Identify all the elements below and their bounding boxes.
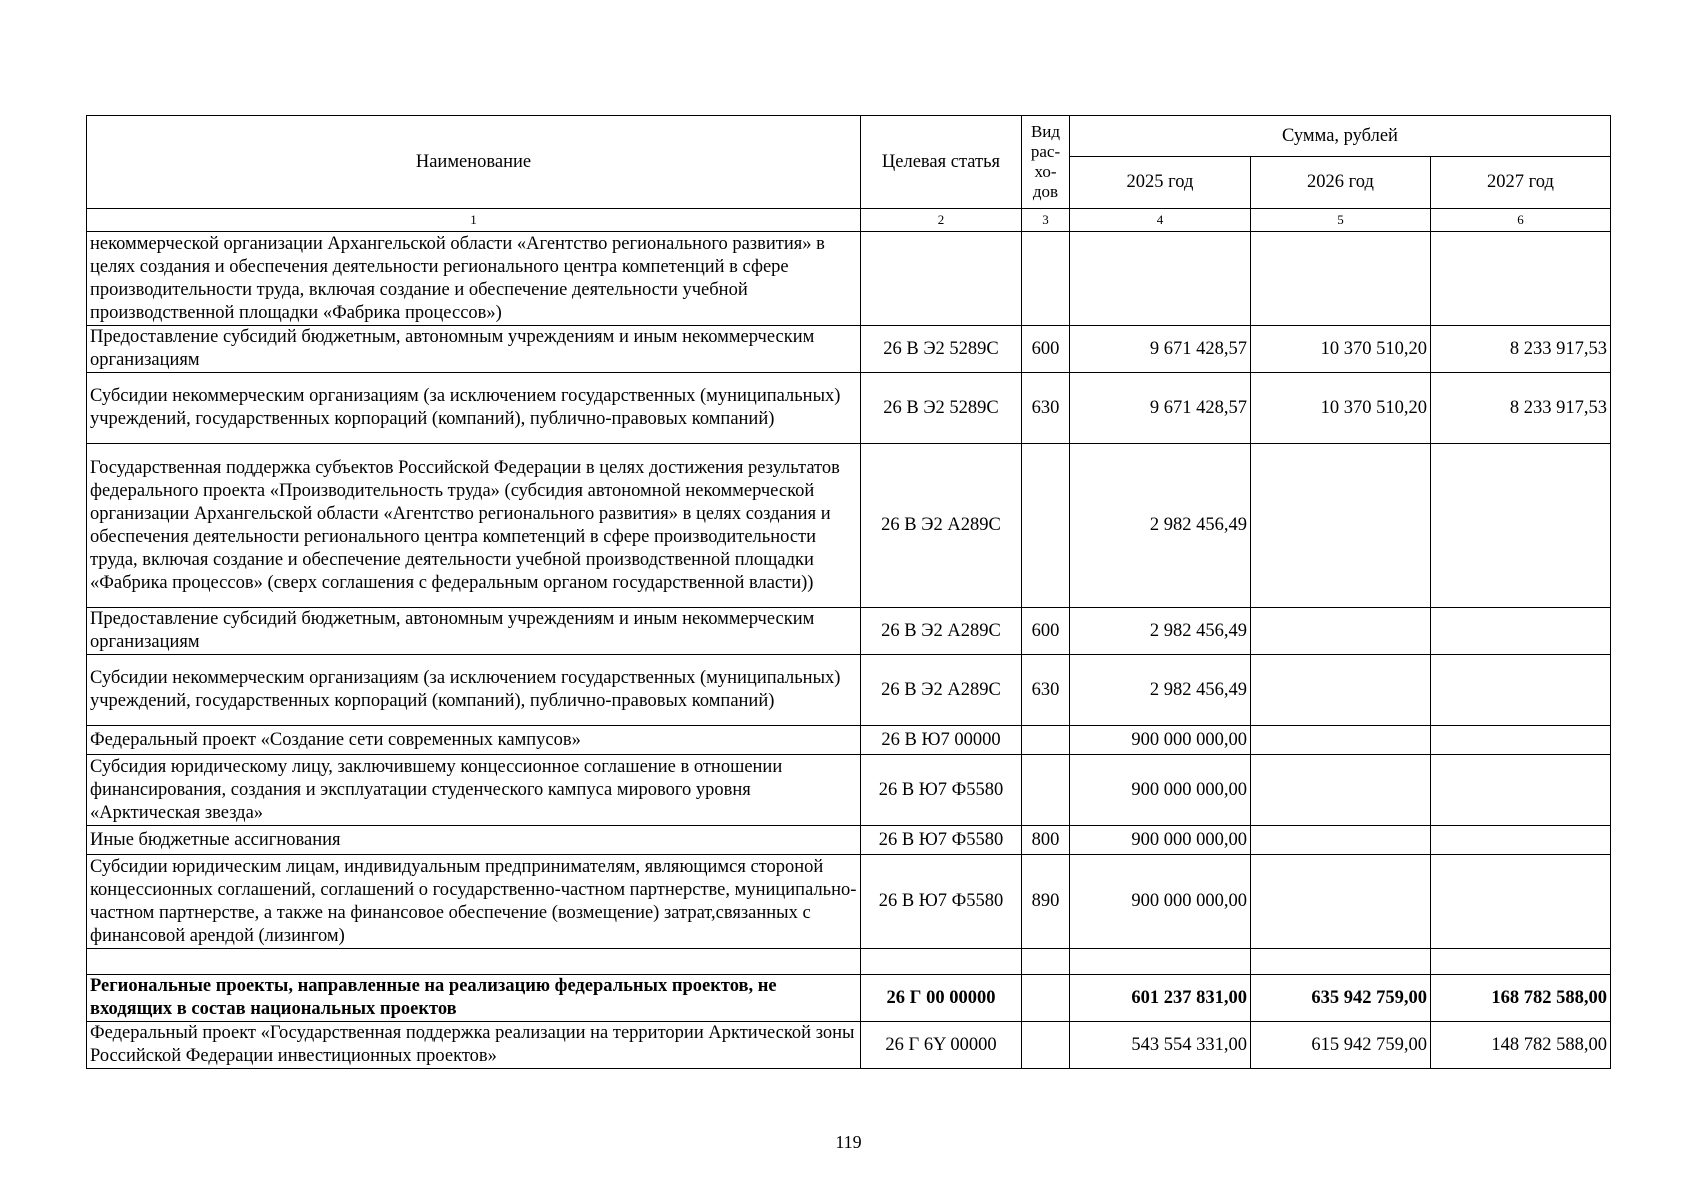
row-target-article <box>861 949 1022 975</box>
header-year-2026: 2026 год <box>1251 157 1431 209</box>
row-expense-type <box>1022 444 1070 608</box>
row-expense-type: 630 <box>1022 655 1070 726</box>
row-name: некоммерческой организации Архангельской области «Агентство регионального развития» в целях создания и обеспечения деятельности регионального центра компетенций в сфере производительности труда, включая создание и обеспечение деятельности учебной производственной площадки «Фабрика процессов») <box>87 232 861 326</box>
row-sum-2026 <box>1251 949 1431 975</box>
row-target-article: 26 В Э2 А289С <box>861 655 1022 726</box>
empty-row <box>87 949 1611 975</box>
row-sum-2027 <box>1431 949 1611 975</box>
row-expense-type <box>1022 1022 1070 1069</box>
row-sum-2026: 615 942 759,00 <box>1251 1022 1431 1069</box>
row-sum-2027: 148 782 588,00 <box>1431 1022 1611 1069</box>
row-expense-type <box>1022 949 1070 975</box>
row-name: Субсидии некоммерческим организациям (за исключением государственных (муниципальных) учреждений, государственных корпораций (компаний), публично-правовых компаний) <box>87 655 861 726</box>
row-sum-2026 <box>1251 444 1431 608</box>
row-sum-2027: 168 782 588,00 <box>1431 975 1611 1022</box>
row-sum-2026 <box>1251 655 1431 726</box>
table-row <box>87 1022 1611 1069</box>
row-sum-2025: 900 000 000,00 <box>1070 855 1251 949</box>
row-sum-2026: 10 370 510,20 <box>1251 373 1431 444</box>
row-name: Предоставление субсидий бюджетным, автономным учреждениям и иным некоммерческим организациям <box>87 326 861 373</box>
row-name <box>87 949 861 975</box>
row-name: Федеральный проект «Создание сети современных кампусов» <box>87 726 861 755</box>
row-sum-2027 <box>1431 608 1611 655</box>
table-row <box>87 855 1611 949</box>
column-number-row <box>87 209 1611 232</box>
row-sum-2025: 601 237 831,00 <box>1070 975 1251 1022</box>
row-name: Субсидии некоммерческим организациям (за исключением государственных (муниципальных) учреждений, государственных корпораций (компаний), публично-правовых компаний) <box>87 373 861 444</box>
row-sum-2025: 900 000 000,00 <box>1070 726 1251 755</box>
column-number: 1 <box>87 209 861 232</box>
row-sum-2025: 900 000 000,00 <box>1070 755 1251 826</box>
header-target-article: Целевая статья <box>861 116 1022 209</box>
row-sum-2025 <box>1070 949 1251 975</box>
table-row <box>87 826 1611 855</box>
row-sum-2025: 900 000 000,00 <box>1070 826 1251 855</box>
page-number: 119 <box>835 1132 862 1152</box>
row-name: Субсидии юридическим лицам, индивидуальным предпринимателям, являющимся стороной концессионных соглашений, соглашений о государственно-частном партнерстве, муниципально-частном партнерстве, а также на финансовое обеспечение (возмещение) затрат,связанных с финансовой арендой (лизингом) <box>87 855 861 949</box>
row-target-article <box>861 232 1022 326</box>
row-name: Федеральный проект «Государственная поддержка реализации на территории Арктической зоны Российской Федерации инвестиционных проектов» <box>87 1022 861 1069</box>
row-target-article: 26 В Э2 А289С <box>861 608 1022 655</box>
row-name: Субсидия юридическому лицу, заключившему концессионное соглашение в отношении финансирования, создания и эксплуатации студенческого кампуса мирового уровня «Арктическая звезда» <box>87 755 861 826</box>
row-sum-2025: 2 982 456,49 <box>1070 444 1251 608</box>
column-number: 6 <box>1431 209 1611 232</box>
row-sum-2027: 8 233 917,53 <box>1431 373 1611 444</box>
table-row <box>87 726 1611 755</box>
row-sum-2026 <box>1251 726 1431 755</box>
row-target-article: 26 В Э2 5289С <box>861 373 1022 444</box>
column-number: 2 <box>861 209 1022 232</box>
header-year-2025: 2025 год <box>1070 157 1251 209</box>
column-number: 5 <box>1251 209 1431 232</box>
row-sum-2027: 8 233 917,53 <box>1431 326 1611 373</box>
header-sum: Сумма, рублей <box>1070 116 1611 157</box>
row-sum-2027 <box>1431 444 1611 608</box>
row-expense-type <box>1022 726 1070 755</box>
row-sum-2025: 9 671 428,57 <box>1070 373 1251 444</box>
row-expense-type <box>1022 755 1070 826</box>
row-expense-type: 800 <box>1022 826 1070 855</box>
row-sum-2026 <box>1251 855 1431 949</box>
row-sum-2026: 635 942 759,00 <box>1251 975 1431 1022</box>
row-target-article: 26 В Ю7 Ф5580 <box>861 855 1022 949</box>
table-row <box>87 373 1611 444</box>
row-sum-2025: 2 982 456,49 <box>1070 608 1251 655</box>
header-year-2027: 2027 год <box>1431 157 1611 209</box>
table-row <box>87 755 1611 826</box>
row-sum-2027 <box>1431 826 1611 855</box>
row-sum-2026: 10 370 510,20 <box>1251 326 1431 373</box>
row-expense-type: 890 <box>1022 855 1070 949</box>
row-target-article: 26 Г 6Y 00000 <box>861 1022 1022 1069</box>
row-target-article: 26 В Э2 А289С <box>861 444 1022 608</box>
header-name: Наименование <box>87 116 861 209</box>
row-name: Государственная поддержка субъектов Российской Федерации в целях достижения результатов федерального проекта «Производительность труда» (субсидия автономной некоммерческой организации Архангельской области «Агентство регионального развития» в целях создания и обеспечения деятельности регионального центра компетенций в сфере производительности труда, включая создание и обеспечение деятельности учебной производственной площадки «Фабрика процессов» (сверх соглашения с федеральным органом государственной власти)) <box>87 444 861 608</box>
row-name: Иные бюджетные ассигнования <box>87 826 861 855</box>
row-sum-2025: 9 671 428,57 <box>1070 326 1251 373</box>
table-row-total <box>87 975 1611 1022</box>
row-sum-2027 <box>1431 232 1611 326</box>
row-sum-2026 <box>1251 755 1431 826</box>
row-expense-type <box>1022 975 1070 1022</box>
budget-table <box>86 115 1611 1069</box>
row-sum-2027 <box>1431 755 1611 826</box>
row-name: Региональные проекты, направленные на реализацию федеральных проектов, не входящих в состав национальных проектов <box>87 975 861 1022</box>
row-sum-2027 <box>1431 855 1611 949</box>
row-target-article: 26 В Ю7 Ф5580 <box>861 826 1022 855</box>
row-sum-2027 <box>1431 655 1611 726</box>
row-sum-2026 <box>1251 608 1431 655</box>
row-sum-2025: 543 554 331,00 <box>1070 1022 1251 1069</box>
row-target-article: 26 В Э2 5289С <box>861 326 1022 373</box>
row-sum-2027 <box>1431 726 1611 755</box>
header-expense-type: Вид рас-хо-дов <box>1022 116 1070 209</box>
row-target-article: 26 В Ю7 00000 <box>861 726 1022 755</box>
row-name: Предоставление субсидий бюджетным, автономным учреждениям и иным некоммерческим организациям <box>87 608 861 655</box>
row-expense-type: 600 <box>1022 326 1070 373</box>
table-row <box>87 655 1611 726</box>
row-target-article: 26 Г 00 00000 <box>861 975 1022 1022</box>
row-expense-type: 600 <box>1022 608 1070 655</box>
row-sum-2025: 2 982 456,49 <box>1070 655 1251 726</box>
row-sum-2026 <box>1251 232 1431 326</box>
column-number: 4 <box>1070 209 1251 232</box>
table-row <box>87 608 1611 655</box>
table-row <box>87 444 1611 608</box>
table-row <box>87 326 1611 373</box>
column-number: 3 <box>1022 209 1070 232</box>
row-sum-2026 <box>1251 826 1431 855</box>
table-row <box>87 232 1611 326</box>
row-target-article: 26 В Ю7 Ф5580 <box>861 755 1022 826</box>
row-sum-2025 <box>1070 232 1251 326</box>
row-expense-type <box>1022 232 1070 326</box>
row-expense-type: 630 <box>1022 373 1070 444</box>
